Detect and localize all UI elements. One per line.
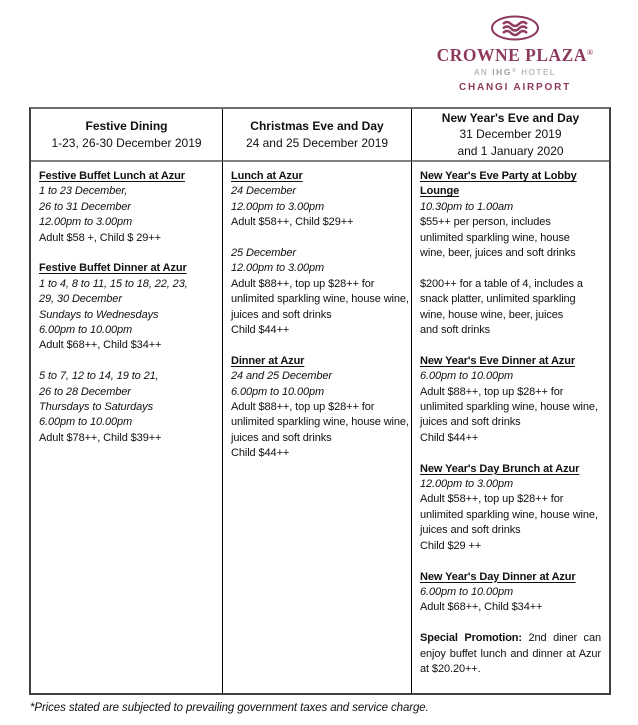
detail-line: Sundays to Wednesdays <box>39 308 159 321</box>
detail-line: 1 to 23 December, <box>39 185 128 198</box>
detail-line: Child $44++ <box>231 447 290 460</box>
pricing-table <box>29 107 611 695</box>
detail-line: 25 December <box>231 247 296 260</box>
column-header-dates: 1-23, 26-30 December 2019 <box>51 135 202 150</box>
detail-line: 24 and 25 December <box>231 370 332 383</box>
detail-line: Adult $78++, Child $39++ <box>39 431 162 444</box>
detail-line: Adult $58++, Child $29++ <box>231 216 354 229</box>
detail-line: Adult $58++, top up $28++ for <box>420 493 564 506</box>
section-title: New Year's Day Brunch at Azur <box>420 462 580 475</box>
section-title: Dinner at Azur <box>231 354 305 367</box>
detail-line: Adult $88++, top up $28++ for <box>231 401 375 414</box>
detail-line: 6.00pm to 10.00pm <box>231 385 325 398</box>
detail-line: Adult $88++, top up $28++ for <box>231 277 375 290</box>
detail-line: 10.30pm to 1.00am <box>420 200 514 213</box>
column-body <box>31 162 223 693</box>
special-promotion-label: Special Promotion: <box>420 632 522 645</box>
detail-line: Thursdays to Saturdays <box>39 401 153 414</box>
detail-line: 6.00pm to 10.00pm <box>420 370 514 383</box>
column-body <box>223 162 412 693</box>
column-header-dates: and 1 January 2020 <box>457 143 564 158</box>
detail-line: 26 to 28 December <box>39 385 131 398</box>
section-title: Festive Buffet Lunch at Azur <box>39 170 185 182</box>
section-title: New Year's Day Dinner at Azur <box>420 570 576 583</box>
crowne-plaza-swirl-icon <box>489 14 541 42</box>
column-header-title: New Year's Eve and Day <box>441 110 580 125</box>
detail-line: 24 December <box>231 185 296 198</box>
detail-line: unlimited sparkling wine, house wine, <box>420 401 598 414</box>
detail-line: Adult $58 +, Child $ 29++ <box>39 231 161 244</box>
detail-line: unlimited sparkling wine, house wine, <box>231 293 409 306</box>
detail-line: 26 to 31 December <box>39 200 131 213</box>
column-header-dates: 31 December 2019 <box>459 127 562 142</box>
detail-line: Adult $68++, Child $34++ <box>420 601 543 614</box>
section-title: Festive Buffet Dinner at Azur <box>39 262 187 275</box>
spacer <box>231 338 409 353</box>
detail-line: Child $44++ <box>420 431 479 444</box>
detail-line: 12.00pm to 3.00pm <box>231 262 325 275</box>
column-header <box>31 109 223 162</box>
section-title: New Year's Eve Dinner at Azur <box>420 354 576 367</box>
detail-line: 6.00pm to 10.00pm <box>39 416 133 429</box>
detail-line: wine, beer, juices and soft drinks <box>420 247 576 260</box>
column-header-title: Christmas Eve and Day <box>250 119 384 133</box>
detail-line: 12.00pm to 3.00pm <box>39 216 133 229</box>
detail-line: 5 to 7, 12 to 14, 19 to 21, <box>39 370 159 383</box>
detail-line: Child $44++ <box>231 324 290 337</box>
detail-line: $200++ for a table of 4, includes a <box>420 277 583 290</box>
detail-line: 29, 30 December <box>39 293 122 306</box>
price-footnote: *Prices stated are subjected to prevailing government taxes and service charge. <box>30 702 429 714</box>
spacer <box>420 338 607 353</box>
detail-line: 6.00pm to 10.00pm <box>39 324 133 337</box>
column-header <box>223 109 412 162</box>
trademark-symbol: ® <box>586 48 594 57</box>
column-header-title: Festive Dining <box>85 119 168 133</box>
spacer <box>39 246 220 261</box>
detail-line: unlimited sparkling wine, house wine, <box>420 508 598 521</box>
column-header <box>412 109 609 162</box>
detail-line: juices and soft drinks <box>420 524 521 537</box>
detail-line: snack platter, unlimited sparkling <box>420 293 576 306</box>
spacer <box>420 261 607 276</box>
detail-line: unlimited sparkling wine, house <box>420 231 570 244</box>
detail-line: unlimited sparkling wine, house wine, <box>231 416 409 429</box>
spacer <box>39 354 220 369</box>
detail-line: 12.00pm to 3.00pm <box>420 478 514 491</box>
crowne-plaza-logo <box>430 14 600 93</box>
spacer <box>420 554 607 569</box>
hotel-location: CHANGI AIRPORT <box>458 81 572 93</box>
detail-line: 6.00pm to 10.00pm <box>420 585 514 598</box>
detail-line: juices and soft drinks <box>231 431 332 444</box>
column-body <box>412 162 609 693</box>
detail-line: 12.00pm to 3.00pm <box>231 200 325 213</box>
detail-line: and soft drinks <box>420 324 491 337</box>
brand-name: CROWNE PLAZA® <box>436 45 594 65</box>
detail-line: Adult $68++, Child $34++ <box>39 339 162 352</box>
detail-line: $55++ per person, includes <box>420 216 551 229</box>
brand-subtitle: AN IHG® HOTEL <box>474 67 556 78</box>
detail-line: wine, house wine, beer, juices <box>420 308 564 321</box>
detail-line: 1 to 4, 8 to 11, 15 to 18, 22, 23, <box>39 277 188 290</box>
detail-line: juices and soft drinks <box>420 416 521 429</box>
section-title: New Year's Eve Party at Lobby Lounge <box>420 170 577 198</box>
spacer <box>420 616 607 631</box>
spacer <box>420 446 607 461</box>
detail-line: juices and soft drinks <box>231 308 332 321</box>
section-title: Lunch at Azur <box>231 170 303 182</box>
column-header-dates: 24 and 25 December 2019 <box>245 135 389 150</box>
detail-line: Adult $88++, top up $28++ for <box>420 385 564 398</box>
detail-line: Child $29 ++ <box>420 539 482 552</box>
special-promotion: Special Promotion: 2nd diner can enjoy buffet lunch and dinner at Azur at $20.20++. <box>420 632 601 675</box>
spacer <box>231 231 409 246</box>
